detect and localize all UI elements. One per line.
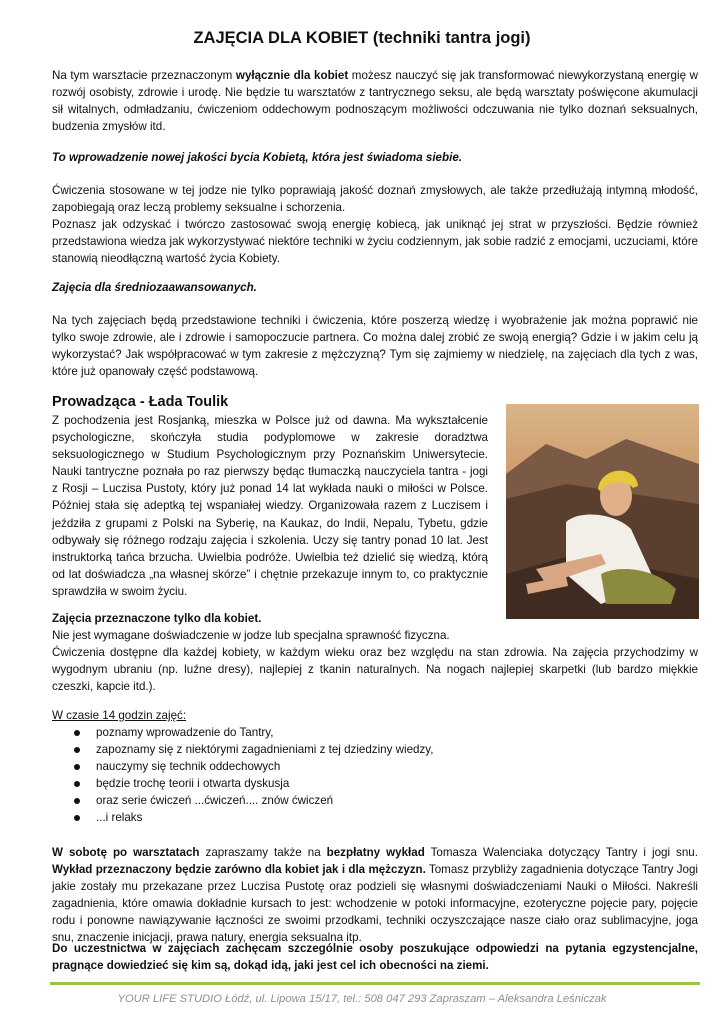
intro-paragraph: Na tym warsztacie przeznaczonym wyłącznie dla kobiet możesz nauczyć się jak transformować niewykorzystaną energię w rozwój osobisty, zdrowie i urodę. Nie będzie tu warsztatów z tantrycznego seksu, ale będą warsztaty poświęcone akumulacji sił witalnych, odmładzaniu, ćwiczeniom oddechowym podnoszącym możliwości odczuwania nie tylko doznań seksualnych, budzenia zmysłów itd.	[52, 69, 699, 134]
page-title: ZAJĘCIA DLA KOBIET (techniki tantra jogi)	[193, 29, 531, 47]
list-item: poznamy wprowadzenie do Tantry,	[52, 724, 652, 741]
list-item: zapoznamy się z niektórymi zagadnieniami z tej dziedziny wiedzy,	[52, 741, 652, 758]
footer-contact: YOUR LIFE STUDIO Łódź, ul. Lipowa 15/17, tel.: 508 047 293 Zapraszam – Aleksandra Leśniczak	[117, 993, 607, 1005]
instructor-bio: Z pochodzenia jest Rosjanką, mieszka w Polsce już od dawna. Ma wykształcenie psychologiczne, skończyła studia podyplomowe w zakresie doradztwa seksuologicznego w Studium Psychologicznym przy Poznańskim Uniwersytecie. Nauki tantryczne poznała po raz pierwszy będąc tłumaczką nauczyciela tantra - jogi z Rosji – Luczisa Pustoty, który już ponad 14 lat wykłada nauki o miłości w Polsce. Później stała się adeptką tej wspaniałej wiedzy. Organizowała razem z Luczisem i jeździła z grupami z Polski na Syberię, na Kaukaz, do Indii, Nepalu, Tybetu, gdzie odbywały się różnego rodzaju zajęcia i szkolenia. Uczy się tantry ponad 10 lat. Jest instruktorką tańca brzucha. Uwielbia podróże. Uwielbia też dzielić się wiedzą, którą od lat doświadcza „na własnej skórze” i chętnie przekazuje innym to, co praktycznie sprawdziła w swoim życiu.	[52, 414, 488, 598]
schedule-list	[52, 724, 652, 827]
closing-invitation: Do uczestnictwa w zajęciach zachęcam szczególnie osoby poszukujące odpowiedzi na pytania egzystencjalne, pragnące dowiedzieć się kim są, dokąd idą, jaki jest cel ich obecności na ziemi.	[52, 942, 698, 973]
list-item: nauczymy się technik oddechowych	[52, 758, 652, 775]
saturday-lecture-paragraph: W sobotę po warsztatach zapraszamy także na bezpłatny wykład Tomasza Walenciaka dotyczący Tantry i jogi snu. Wykład przeznaczony będzie zarówno dla kobiet jak i dla mężczyzn. Tomasz przybliży zagadnienia dotyczące Tantry Jogi jakie zostały mu przekazane przez Luczisa Pustotę oraz podzieli się własnymi doświadczeniami Nauki o Miłości. Nakreśli zagadnienia, które omawia dokładnie kursach to jest: wchodzenie w potoki informacyjne, ezoteryczne pojęcie pary, pojęcie rodu i ponowne nawiązywanie łączności ze swoimi przodkami, techniki oczyszczające nasze ciało oraz sublimacyjne, joga snu, znaczenie inicjacji, prawa natury, energia seksualna itp.	[52, 846, 698, 945]
footer-divider	[50, 982, 700, 985]
level-note: Zajęcia dla średniozaawansowanych.	[52, 281, 257, 294]
instructor-heading: Prowadząca - Łada Toulik	[52, 394, 229, 410]
schedule-heading: W czasie 14 godzin zajęć:	[52, 709, 187, 722]
women-only-heading: Zajęcia przeznaczone tylko dla kobiet.	[52, 612, 262, 625]
exercises-paragraph: Ćwiczenia stosowane w tej jodze nie tylko poprawiają jakość doznań zmysłowych, ale także przedłużają intymną młodość, zapobiegają oraz leczą problemy seksualne i schorzenia.	[52, 184, 698, 215]
women-only-section	[52, 610, 698, 695]
instructor-photo	[506, 404, 699, 619]
energy-paragraph: Poznasz jak odzyskać i twórczo zastosować swoją energię kobiecą, jak uniknąć jej strat w przyszłości. Będzie również przedstawiona wiedza jak wykorzystywać niektóre techniki w życiu codziennym, jak sobie radzić z emocjami, uczuciami, które stanowią nieodłączną wartość życia Kobiety.	[52, 218, 698, 266]
lead-sentence: To wprowadzenie nowej jakości bycia Kobietą, która jest świadoma siebie.	[52, 151, 462, 164]
list-item: będzie trochę teorii i otwarta dyskusja	[52, 775, 652, 792]
no-experience-note: Nie jest wymagane doświadczenie w jodze lub specjalna sprawność fizyczna.	[52, 629, 450, 643]
women-only-emphasis: wyłącznie dla kobiet	[235, 69, 349, 82]
advanced-paragraph: Na tych zajęciach będą przedstawione techniki i ćwiczenia, które poszerzą wiedzę i wyobrażenie jak można poprawić nie tylko swoje zdrowie, ale i zdrowie i samopoczucie partnera. Co można dalej zrobić ze swoją energią? Gdzie i w jakim celu ją wykorzystać? Jak współpracować w tym zakresie z mężczyzną? Tym się zajmiemy w niedzielę, na zajęciach dla tych z was, które już opanowały część podstawową.	[52, 314, 698, 379]
list-item: ...i relaks	[52, 809, 652, 826]
accessibility-note: Ćwiczenia dostępne dla każdej kobiety, w każdym wieku oraz bez względu na stan zdrowia. Na zajęcia przychodzimy w wygodnym ubraniu (np. luźne dresy), najlepiej z tkanin naturalnych. Na nogach najlepiej skarpetki (lub bardzo miękkie czeszki, kapcie itd.).	[52, 646, 698, 694]
list-item: oraz serie ćwiczeń ...ćwiczeń.... znów ćwiczeń	[52, 792, 652, 809]
